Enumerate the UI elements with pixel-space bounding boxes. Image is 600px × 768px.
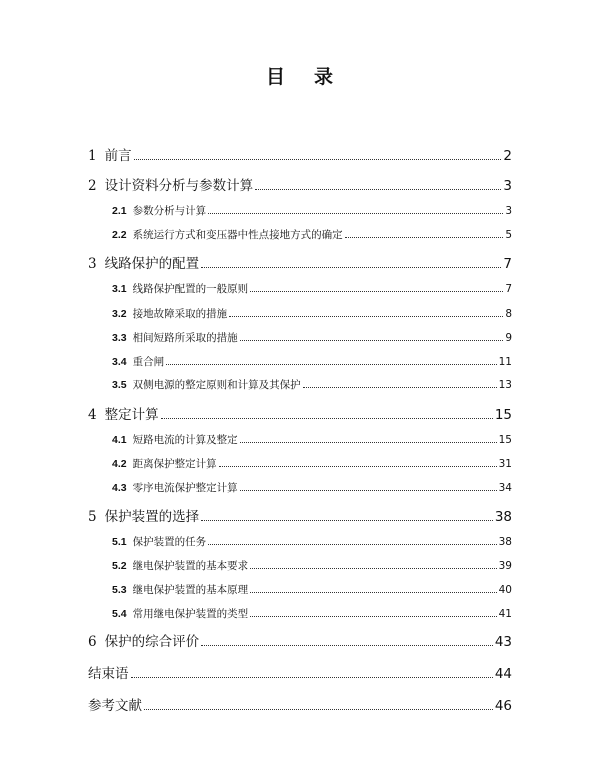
- title-char-1: 目: [265, 66, 286, 88]
- toc-entry[interactable]: 5 保护装置的选择 38: [88, 509, 512, 525]
- toc-entry[interactable]: 5.3 继电保护装置的基本原理 40: [112, 584, 512, 596]
- toc-entry[interactable]: 5.2 继电保护装置的基本要求 39: [112, 560, 512, 572]
- toc-entry[interactable]: 5.4 常用继电保护装置的类型 41: [112, 608, 512, 620]
- toc-entry[interactable]: 3.5 双侧电源的整定原则和计算及其保护 13: [112, 379, 512, 391]
- toc-entry[interactable]: 3 线路保护的配置 7: [88, 256, 512, 272]
- toc-entry[interactable]: 5.1 保护装置的任务 38: [112, 536, 512, 548]
- toc-entry[interactable]: 4.1 短路电流的计算及整定 15: [112, 434, 512, 446]
- toc-entry[interactable]: 6 保护的综合评价 43: [88, 634, 512, 650]
- title-char-2: 录: [314, 66, 335, 88]
- toc-entry[interactable]: 3.4 重合闸 11: [112, 356, 512, 368]
- toc-entry[interactable]: 2.2 系统运行方式和变压器中性点接地方式的确定 5: [112, 229, 512, 241]
- toc-entry[interactable]: 2.1 参数分析与计算 3: [112, 205, 512, 217]
- toc-entry[interactable]: 1 前言 2: [88, 148, 512, 164]
- toc-entry[interactable]: 3.3 相间短路所采取的措施 9: [112, 332, 512, 344]
- toc-entry[interactable]: 4.3 零序电流保护整定计算 34: [112, 482, 512, 494]
- toc-entry[interactable]: 3.1 线路保护配置的一般原则 7: [112, 283, 512, 295]
- toc-entry[interactable]: 结束语 44: [88, 666, 512, 682]
- toc-entry[interactable]: 参考文献 46: [88, 698, 512, 714]
- toc-entry[interactable]: 2 设计资料分析与参数计算 3: [88, 178, 512, 194]
- toc-entry[interactable]: 3.2 接地故障采取的措施 8: [112, 308, 512, 320]
- toc-entry[interactable]: 4.2 距离保护整定计算 31: [112, 458, 512, 470]
- toc-entry[interactable]: 4 整定计算 15: [88, 407, 512, 423]
